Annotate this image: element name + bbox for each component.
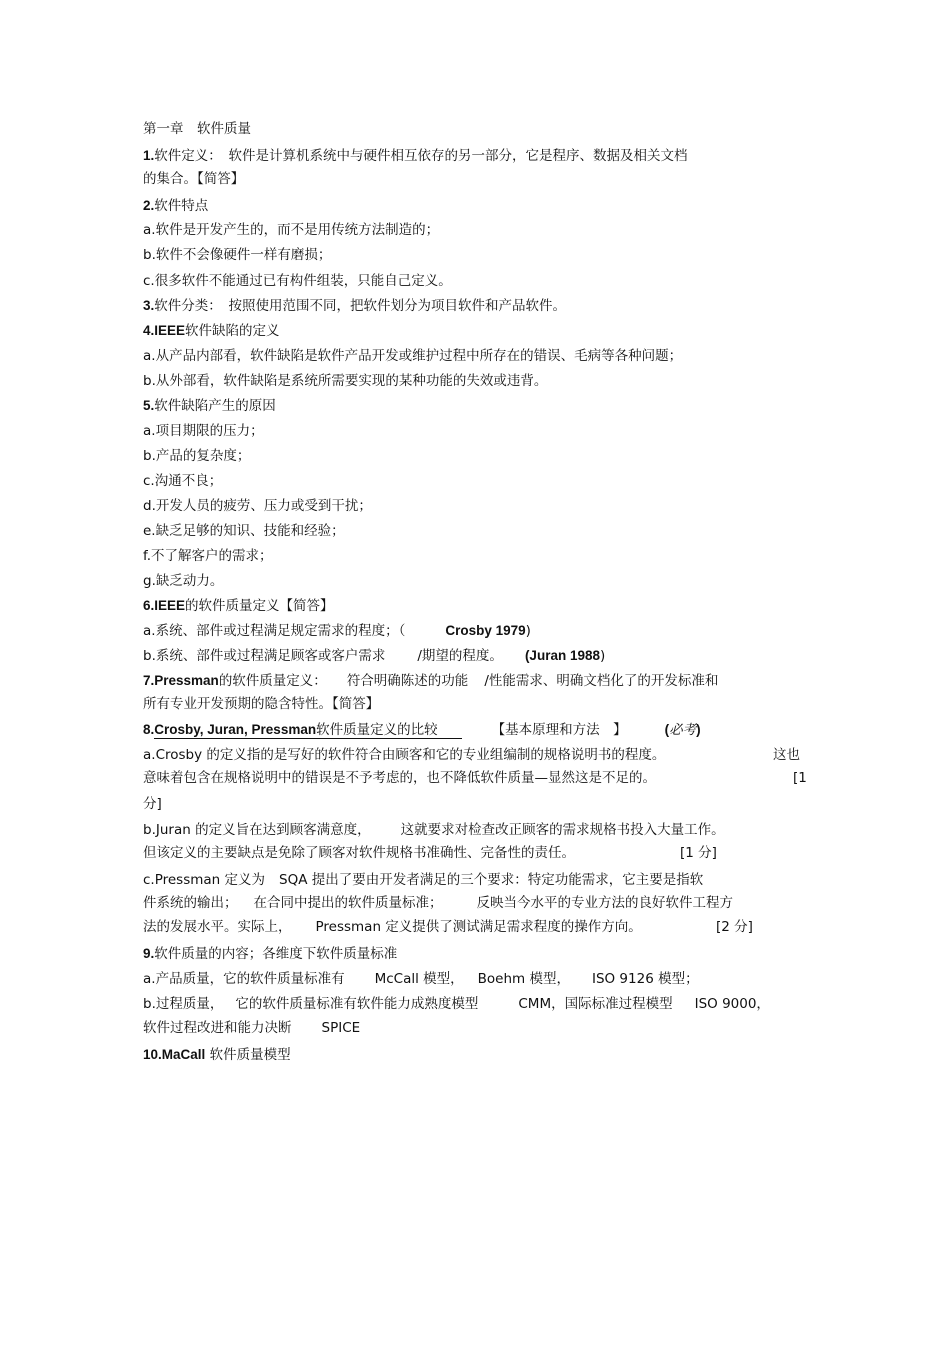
- section-10-title: [143, 1046, 291, 1064]
- section-number: 1.: [143, 148, 155, 163]
- section-8-c-line3: [143, 918, 642, 936]
- section-4-item-b: b.从外部看，软件缺陷是系统所需要实现的某种功能的失效或违背。: [143, 373, 548, 389]
- section-number: 2.: [143, 198, 155, 213]
- section-8-b-line2: 但该定义的主要缺点是免除了顾客对软件规格书准确性、完备性的责任。: [143, 845, 575, 861]
- must-label: 必考: [669, 722, 697, 738]
- item-text: 在合同中提出的软件质量标准；: [253, 895, 443, 911]
- paren: ): [696, 722, 701, 737]
- item-text: b.Juran 的定义旨在达到顾客满意度，: [143, 822, 371, 838]
- item-text: Boehm 模型，: [477, 971, 570, 987]
- section-9-item-a: [143, 970, 699, 988]
- section-2-item-a: a.软件是开发产生的，而不是用传统方法制造的；: [143, 222, 440, 238]
- section-4-item-a: a.从产品内部看，软件缺陷是软件产品开发或维护过程中所存在的错误、毛病等各种问题；: [143, 348, 683, 364]
- section-7-line1: [143, 672, 718, 690]
- list-item: g.缺乏动力。: [143, 573, 224, 589]
- section-heading-underlined: [154, 722, 461, 739]
- section-number: 6.IEEE: [143, 598, 186, 613]
- chapter-title: 第一章 软件质量: [143, 121, 251, 137]
- item-text: b.系统、部件或过程满足顾客或客户需求: [143, 648, 386, 664]
- section-number: 9.: [143, 946, 155, 961]
- section-8-a-line1-tail: 这也: [773, 747, 800, 763]
- section-1-line1: [143, 147, 688, 165]
- section-text: 软件定义： 软件是计算机系统中与硬件相互依存的另一部分，它是程序、数据及相关文档: [154, 148, 688, 164]
- item-text: ISO 9126 模型；: [591, 971, 699, 987]
- section-number: 5.: [143, 398, 155, 413]
- list-item: a.项目期限的压力；: [143, 423, 264, 439]
- section-number: 7.Pressman: [143, 673, 219, 688]
- section-5-title: [143, 397, 276, 415]
- section-number: 3.: [143, 298, 155, 313]
- item-text: ISO 9000，: [694, 996, 770, 1012]
- section-text: /性能需求、明确文档化了的开发标准和: [484, 673, 719, 689]
- item-text: c.Pressman 定义为: [143, 872, 266, 888]
- section-text: 符合明确陈述的功能: [346, 673, 469, 689]
- section-9-item-b-cont: [143, 1019, 360, 1037]
- section-9-item-b: [143, 995, 770, 1013]
- section-9-title: [143, 945, 397, 963]
- section-3: [143, 297, 566, 315]
- section-text: 软件缺陷的定义: [185, 323, 280, 339]
- section-number: 8.: [143, 722, 155, 737]
- item-text: SQA 提出了要由开发者满足的三个要求：特定功能需求，它主要是指软: [279, 872, 704, 888]
- section-text: 的软件质量定义【简答】: [185, 598, 334, 614]
- item-text: SPICE: [321, 1020, 361, 1036]
- section-number: 10.MaCall: [143, 1047, 206, 1062]
- item-text: 这就要求对检查改正顾客的需求规格书投入大量工作。: [400, 822, 725, 838]
- section-2-item-c: c.很多软件不能通过已有构件组装，只能自己定义。: [143, 273, 452, 289]
- section-text: 软件质量模型: [205, 1047, 291, 1063]
- item-text: 件系统的输出；: [143, 895, 238, 911]
- item-text: 软件过程改进和能力决断: [143, 1020, 292, 1036]
- list-item: c.沟通不良；: [143, 473, 223, 489]
- section-4-title: [143, 322, 280, 340]
- section-8-c-line2: [143, 894, 733, 912]
- section-text: 的软件质量定义：: [218, 673, 327, 689]
- section-6-item-b: [143, 647, 605, 665]
- section-text: 软件分类： 按照使用范围不同，把软件划分为项目软件和产品软件。: [154, 298, 567, 314]
- section-8-a-line1: a.Crosby 的定义指的是写好的软件符合由顾客和它的专业组编制的规格说明书的程度。: [143, 747, 666, 763]
- tag-label: 【基本原理和方法 】: [491, 722, 627, 738]
- item-text: /期望的程度。: [417, 648, 503, 664]
- section-8-c-line1: [143, 871, 703, 889]
- section-text: 软件质量的内容；各维度下软件质量标准: [154, 946, 398, 962]
- item-text: a.产品质量，它的软件质量标准有: [143, 971, 345, 987]
- paren: ): [599, 648, 606, 664]
- section-8-title: [143, 721, 701, 739]
- section-8-a-line3: 分]: [143, 796, 162, 812]
- section-text: 软件缺陷产生的原因: [154, 398, 276, 414]
- paren: ): [525, 623, 531, 639]
- section-text: 软件特点: [154, 198, 209, 214]
- section-2-title: [143, 197, 208, 215]
- item-text: 它的软件质量标准有软件能力成熟度模型: [235, 996, 479, 1012]
- author-names: Crosby, Juran, Pressman: [154, 722, 317, 737]
- item-text: CMM，国际标准过程模型: [518, 996, 673, 1012]
- citation: (Juran 1988: [524, 648, 600, 663]
- list-item: e.缺乏足够的知识、技能和经验；: [143, 523, 345, 539]
- score-label: [1 分]: [680, 845, 717, 861]
- section-6-title: [143, 597, 334, 615]
- section-2-item-b: b.软件不会像硬件一样有磨损；: [143, 247, 332, 263]
- item-text: 反映当今水平的专业方法的良好软件工程方: [476, 895, 733, 911]
- section-7-line2: 所有专业开发预期的隐含特性。【简答】: [143, 696, 380, 712]
- section-8-b-line1: [143, 821, 725, 839]
- citation: Crosby 1979: [445, 623, 526, 638]
- section-8-a-line2-tail: [1: [793, 770, 807, 786]
- section-8-a-line2: 意味着包含在规格说明中的错误是不予考虑的，也不降低软件质量—显然这是不足的。: [143, 770, 656, 786]
- paren: (: [664, 722, 670, 737]
- section-text: 软件质量定义的比较: [316, 722, 438, 738]
- item-text: Pressman 定义提供了测试满足需求程度的操作方向。: [315, 919, 642, 935]
- item-text: a.系统、部件或过程满足规定需求的程度；（: [143, 623, 406, 639]
- section-number: 4.IEEE: [143, 323, 186, 338]
- item-text: b.过程质量，: [143, 996, 224, 1012]
- section-1-line2: 的集合。【简答】: [143, 171, 245, 187]
- section-6-item-a: [143, 622, 531, 640]
- list-item: f.不了解客户的需求；: [143, 548, 273, 564]
- list-item: d.开发人员的疲劳、压力或受到干扰；: [143, 498, 372, 514]
- item-text: 法的发展水平。实际上，: [143, 919, 292, 935]
- item-text: McCall 模型，: [374, 971, 464, 987]
- list-item: b.产品的复杂度；: [143, 448, 251, 464]
- score-label: [2 分]: [716, 919, 753, 935]
